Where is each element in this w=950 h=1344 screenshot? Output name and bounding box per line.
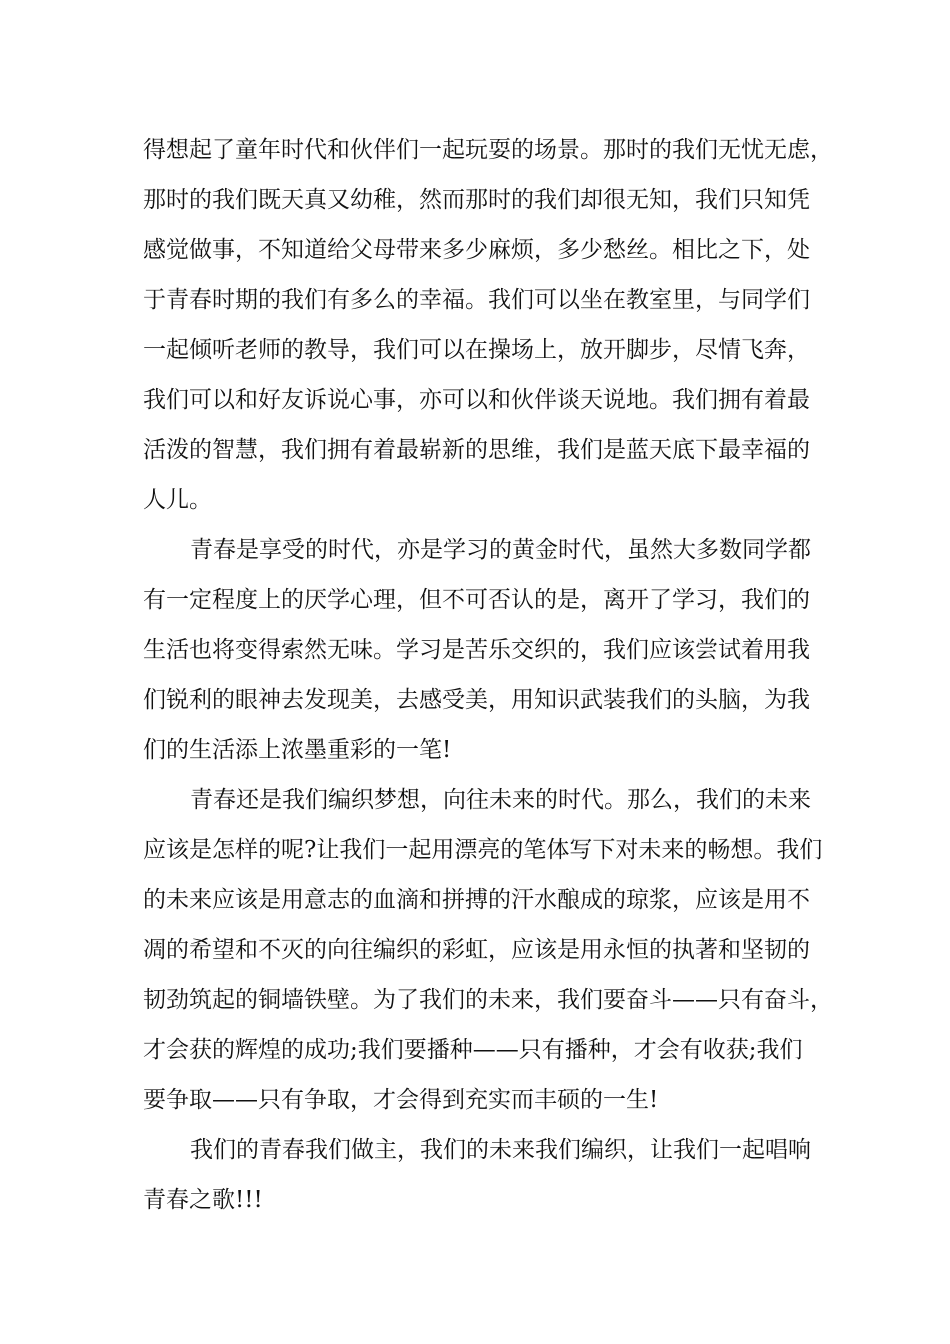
text-line: 们的生活添上浓墨重彩的一笔! xyxy=(143,737,452,763)
text-line: 那时的我们既天真又幼稚，然而那时的我们却很无知，我们只知凭 xyxy=(143,187,810,213)
text-line: 得想起了童年时代和伙伴们一起玩耍的场景。那时的我们无忧无虑， xyxy=(143,137,833,163)
text-line: 人儿。 xyxy=(143,487,212,513)
text-line: 青春之歌!!! xyxy=(143,1187,263,1213)
text-line: 一起倾听老师的教导，我们可以在操场上，放开脚步，尽情飞奔， xyxy=(143,337,810,363)
text-line: 活泼的智慧，我们拥有着最崭新的思维，我们是蓝天底下最幸福的 xyxy=(143,437,810,463)
text-line: 凋的希望和不灭的向往编织的彩虹，应该是用永恒的执著和坚韧的 xyxy=(143,937,810,963)
text-line: 的未来应该是用意志的血滴和拼搏的汗水酿成的琼浆，应该是用不 xyxy=(143,887,810,913)
text-line: 们锐利的眼神去发现美，去感受美，用知识武装我们的头脑，为我 xyxy=(143,687,810,713)
text-line: 韧劲筑起的铜墙铁壁。为了我们的未来，我们要奋斗——只有奋斗， xyxy=(143,987,833,1013)
text-line: 青春是享受的时代，亦是学习的黄金时代，虽然大多数同学都 xyxy=(190,537,811,563)
text-line: 感觉做事，不知道给父母带来多少麻烦，多少愁丝。相比之下，处 xyxy=(143,237,810,263)
text-line: 应该是怎样的呢?让我们一起用漂亮的笔体写下对未来的畅想。我们 xyxy=(143,837,823,863)
text-line: 才会获的辉煌的成功;我们要播种——只有播种，才会有收获;我们 xyxy=(143,1037,803,1063)
text-line: 我们的青春我们做主，我们的未来我们编织，让我们一起唱响 xyxy=(190,1137,811,1163)
text-line: 生活也将变得索然无味。学习是苦乐交织的，我们应该尝试着用我 xyxy=(143,637,810,663)
text-line: 我们可以和好友诉说心事，亦可以和伙伴谈天说地。我们拥有着最 xyxy=(143,387,810,413)
text-line: 于青春时期的我们有多么的幸福。我们可以坐在教室里，与同学们 xyxy=(143,287,810,313)
text-line: 有一定程度上的厌学心理，但不可否认的是，离开了学习，我们的 xyxy=(143,587,810,613)
text-line: 青春还是我们编织梦想，向往未来的时代。那么，我们的未来 xyxy=(190,787,811,813)
text-line: 要争取——只有争取，才会得到充实而丰硕的一生! xyxy=(143,1087,659,1113)
